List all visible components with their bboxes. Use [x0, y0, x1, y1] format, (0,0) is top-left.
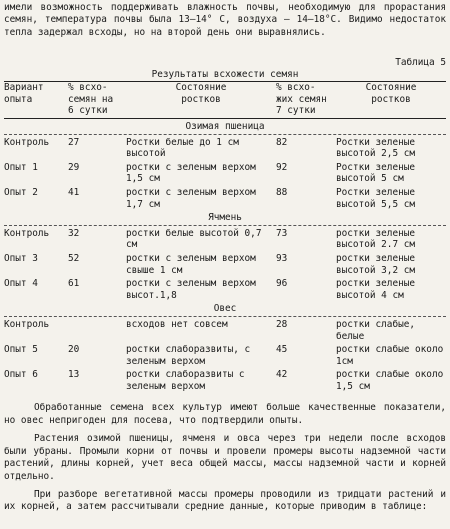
- cell-state-day6: ростки слаборазвиты с зеленым верхом: [126, 369, 245, 392]
- cell-state-day7: ростки слабые, белые: [336, 318, 416, 342]
- table-row: [4, 185, 446, 210]
- paragraph-2: Растения озимой пшеницы, ячменя и овса через три недели после всходов были убраны. Промыли корни от почвы и провели промеры высоты надземной части растений, длины корней, учет веса общей массы, массы надземной части и корней отдельно.: [4, 433, 446, 482]
- table-row: [4, 276, 446, 301]
- header-pct-day6: % всхо- семян на 6 сутки: [68, 82, 114, 117]
- cell-state-day7: Ростки зеленые высотой 2,5 см: [336, 136, 416, 160]
- header-variant: Вариант опыта: [4, 82, 44, 105]
- table-row: [4, 135, 446, 160]
- results-table: [4, 82, 446, 392]
- table-row: [4, 367, 446, 392]
- cell-state-day6: всходов нет совсем: [126, 318, 228, 330]
- intro-paragraph: имели возможность поддерживать влажность почвы, необходимую для прорастания семян, температура почвы была 13–14° С, воздуха – 14–18°С. Видимо недостаток тепла задержал всходы, но на второй день они выравнялись.: [4, 2, 446, 38]
- header-state-day7: Состояние ростков: [365, 82, 417, 105]
- table-title: Результаты всхожести семян: [151, 69, 299, 81]
- cell-variant: Опыт 1: [4, 161, 38, 173]
- section-row: [4, 210, 446, 225]
- cell-pct-day6: 27: [68, 136, 80, 148]
- cell-pct-day7: 93: [276, 252, 288, 264]
- table-body: [4, 119, 446, 392]
- cell-state-day6: Ростки белые до 1 см высотой: [126, 136, 239, 160]
- header-state-day6: Состояние ростков: [175, 82, 227, 105]
- cell-state-day7: Ростки зеленые высотой 5 см: [336, 161, 416, 185]
- cell-pct-day7: 96: [276, 278, 288, 290]
- body-text: [4, 402, 446, 513]
- cell-pct-day7: 45: [276, 344, 288, 356]
- cell-pct-day6: 61: [68, 278, 80, 290]
- cell-pct-day6: 29: [68, 161, 80, 173]
- table-row: [4, 226, 446, 251]
- cell-pct-day7: 92: [276, 161, 288, 173]
- cell-pct-day7: 28: [276, 318, 288, 330]
- cell-pct-day7: 73: [276, 227, 288, 239]
- cell-pct-day6: 20: [68, 344, 80, 356]
- cell-pct-day6: 32: [68, 227, 80, 239]
- table-row: [4, 317, 446, 342]
- cell-variant: Опыт 4: [4, 278, 38, 290]
- section-title: Озимая пшеница: [185, 121, 265, 132]
- cell-variant: Контроль: [4, 227, 50, 239]
- section-row: [4, 119, 446, 134]
- cell-state-day7: ростки зеленые высотой 4 см: [336, 278, 416, 301]
- document-page: [4, 0, 446, 514]
- cell-state-day6: ростки белые высотой 0,7 см: [126, 227, 262, 251]
- table-row: [4, 160, 446, 185]
- cell-pct-day6: 41: [68, 186, 80, 198]
- cell-variant: Контроль: [4, 136, 50, 148]
- cell-state-day6: ростки слаборазвиты, с зеленым верхом: [126, 344, 251, 367]
- cell-state-day7: Ростки зеленые высотой 5,5 см: [336, 186, 416, 210]
- section-title: Ячмень: [208, 212, 242, 224]
- cell-state-day6: ростки с зеленым верхом 1,7 см: [126, 186, 256, 210]
- table-row: [4, 342, 446, 367]
- cell-pct-day6: 52: [68, 252, 80, 264]
- table-row: [4, 251, 446, 276]
- cell-variant: Опыт 5: [4, 344, 38, 356]
- cell-state-day7: ростки слабые около 1см: [336, 344, 444, 367]
- paragraph-1: Обработанные семена всех культур имеют больше качественные показатели, но овес непригоден для посева, что подтвердили опыты.: [4, 402, 446, 426]
- cell-variant: Опыт 6: [4, 369, 38, 381]
- section-row: [4, 301, 446, 316]
- paragraph-3: При разборе вегетативной массы промеры проводили из тридцати растений и их корней, а затем рассчитывали средние данные, которые приводим в таблице:: [4, 488, 446, 513]
- cell-state-day6: ростки с зеленым верхом 1,5 см: [126, 161, 256, 185]
- table-number: Таблица 5: [395, 57, 446, 69]
- cell-state-day6: ростки с зеленым верхом высот.1,8: [126, 278, 256, 301]
- cell-pct-day7: 42: [276, 369, 288, 381]
- cell-state-day7: ростки зеленые высотой 3,2 см: [336, 252, 416, 276]
- cell-pct-day7: 88: [276, 186, 288, 198]
- cell-variant: Контроль: [4, 318, 50, 330]
- cell-state-day7: ростки зеленые высотой 2.7 см: [336, 227, 416, 251]
- cell-variant: Опыт 2: [4, 186, 38, 198]
- table-header-row: [4, 82, 446, 117]
- cell-state-day7: ростки слабые около 1,5 см: [336, 369, 444, 392]
- cell-pct-day6: 13: [68, 369, 80, 381]
- cell-pct-day7: 82: [276, 136, 288, 148]
- cell-pct-day6: [68, 317, 126, 342]
- cell-state-day6: ростки с зеленым верхом свыше 1 см: [126, 252, 256, 276]
- section-title: Овес: [213, 303, 237, 315]
- header-pct-day7: % всхо- жих семян 7 сутки: [276, 82, 327, 117]
- cell-variant: Опыт 3: [4, 252, 38, 264]
